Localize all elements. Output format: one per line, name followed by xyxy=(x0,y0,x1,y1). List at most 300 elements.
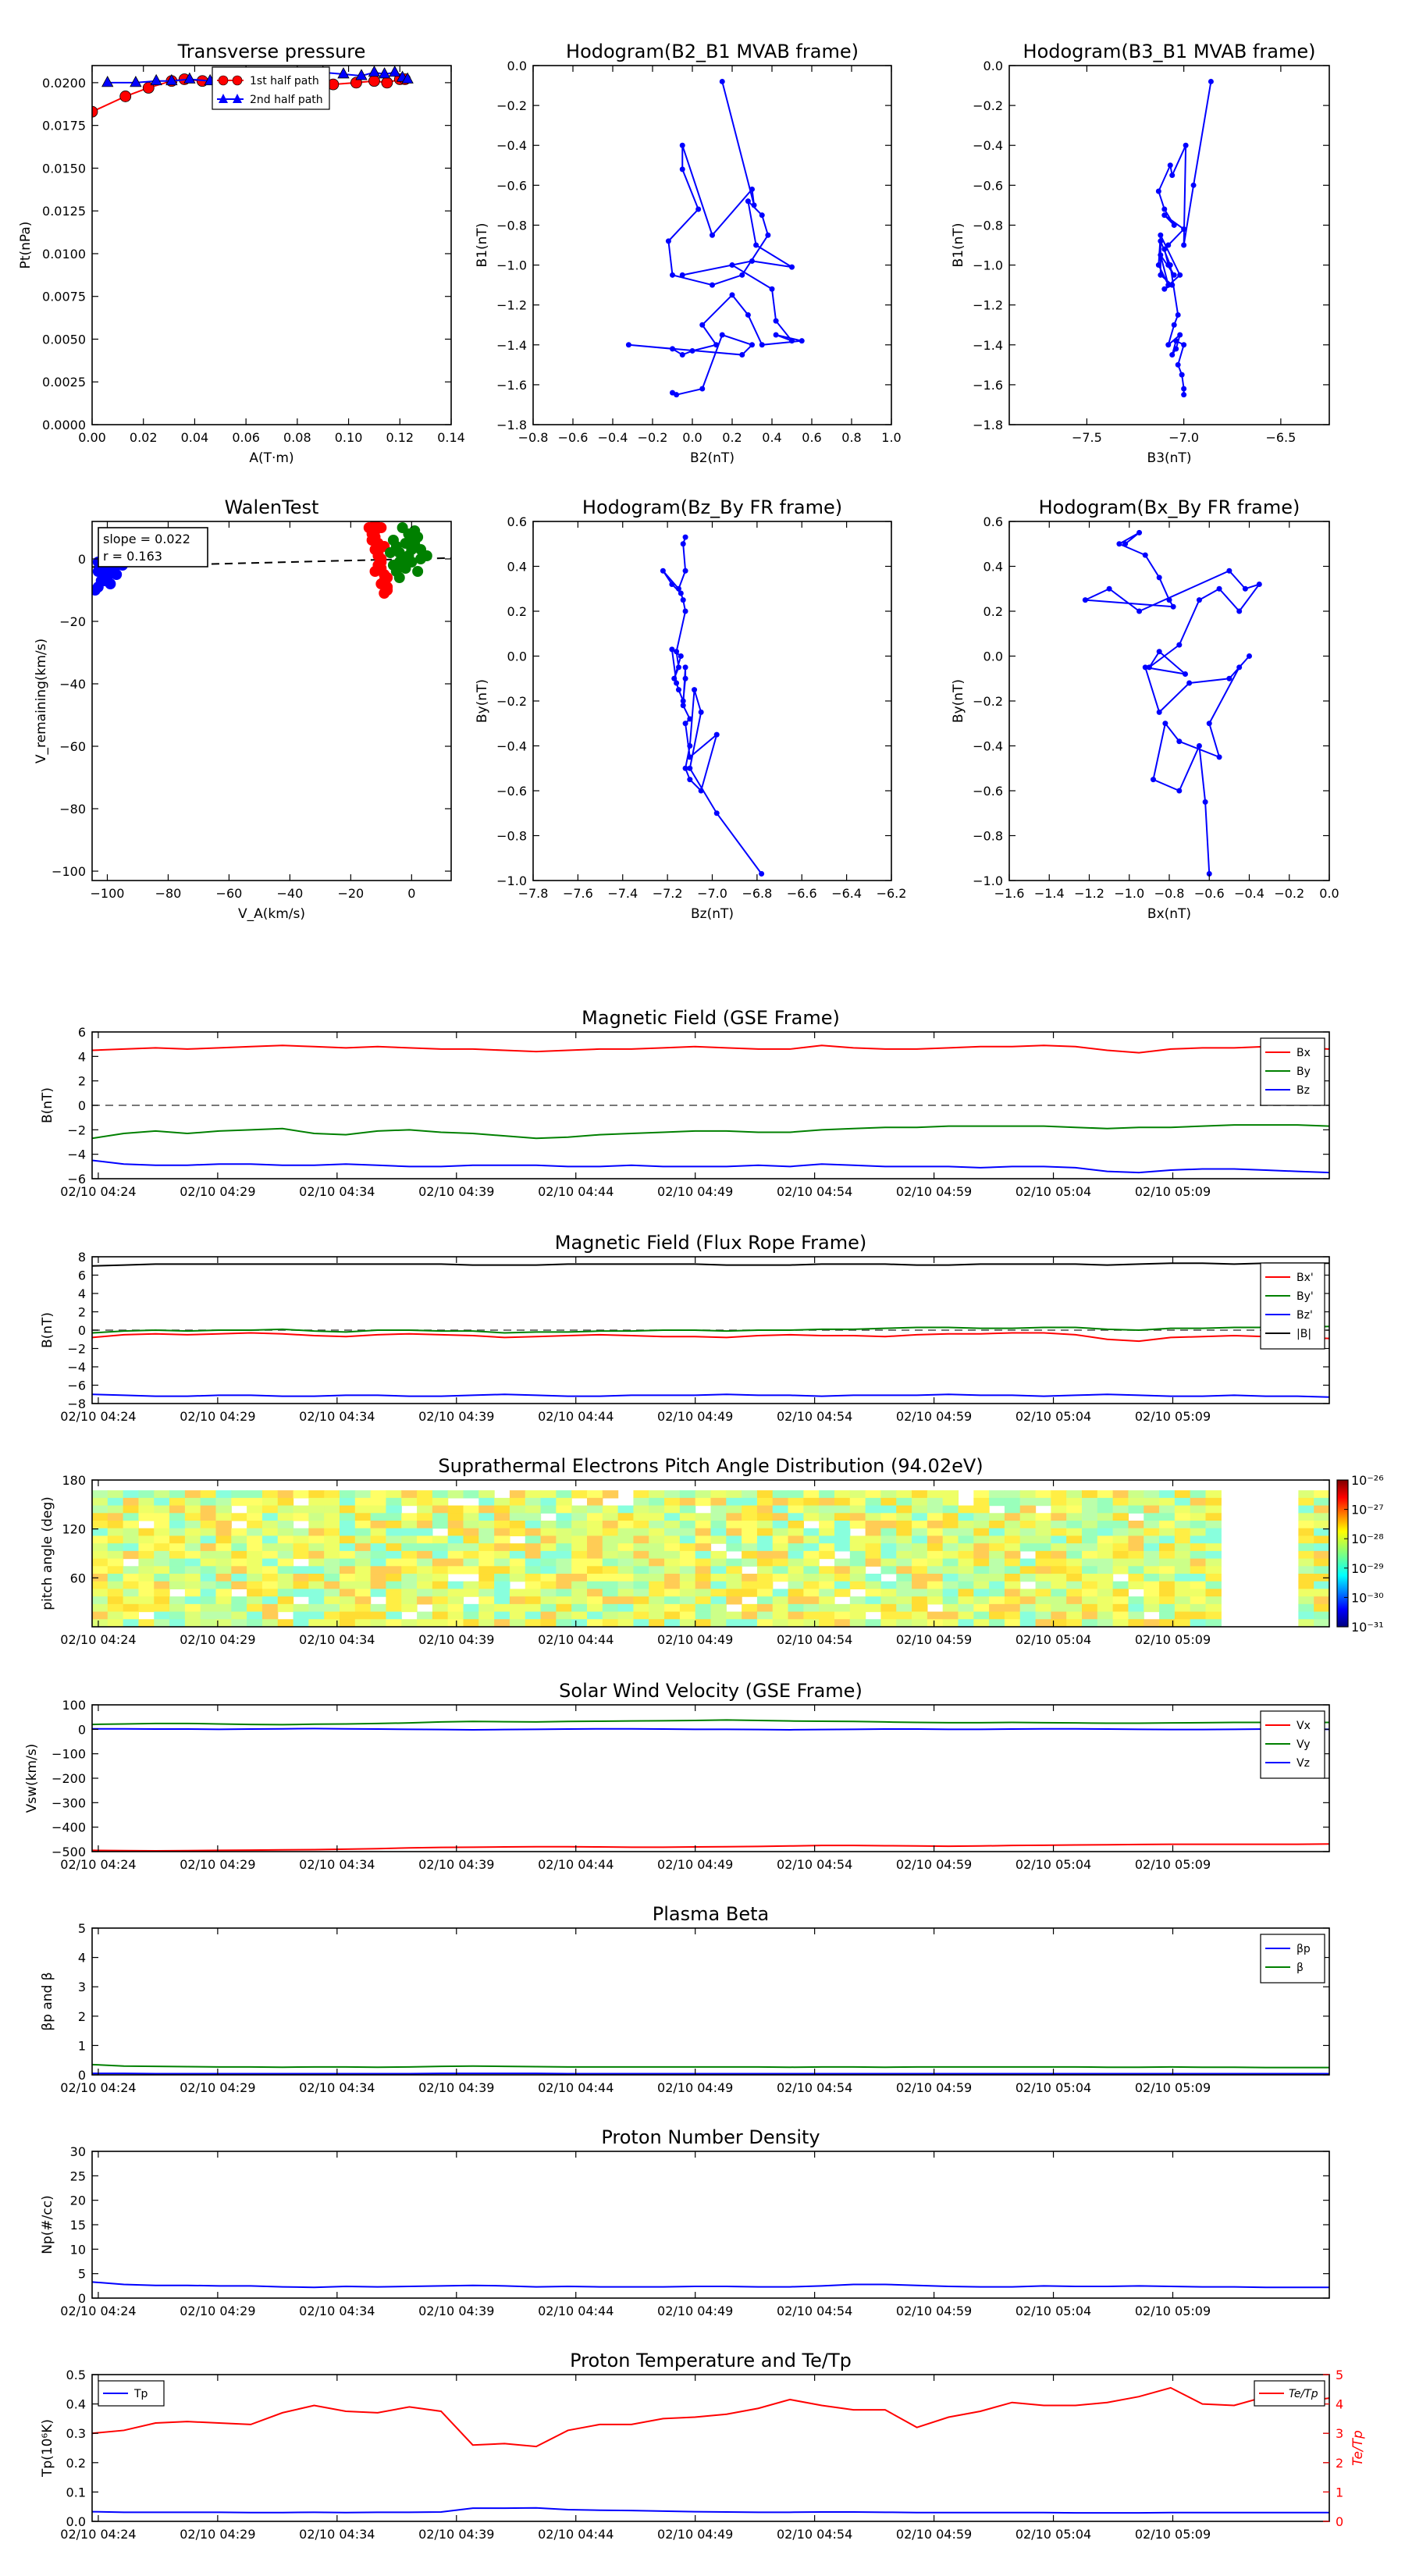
pad-cell xyxy=(695,1528,711,1536)
pad-cell xyxy=(154,1559,169,1567)
pad-cell xyxy=(1175,1535,1190,1543)
h4-point xyxy=(1143,553,1148,558)
pad-cell xyxy=(711,1604,727,1612)
pad-cell xyxy=(571,1535,587,1543)
h3-point xyxy=(669,646,674,652)
pad-cell xyxy=(943,1566,959,1574)
pad-cell xyxy=(788,1513,804,1521)
pad-cell xyxy=(355,1506,371,1514)
pad-cell xyxy=(525,1612,541,1620)
beta-xtick-label: 02/10 04:24 xyxy=(60,2080,137,2095)
pad-cell xyxy=(695,1498,711,1506)
pad-cell xyxy=(92,1589,108,1596)
pad-cell xyxy=(1066,1543,1082,1551)
pad-cell xyxy=(850,1596,866,1604)
pad-cell xyxy=(927,1559,943,1567)
pad-cell xyxy=(355,1551,371,1559)
walen-xtick-label: 0 xyxy=(407,886,416,901)
b_fr-xtick-label: 02/10 04:39 xyxy=(418,1409,495,1424)
pad-cell xyxy=(355,1596,371,1604)
pad-cell xyxy=(278,1574,293,1582)
pad-cell xyxy=(633,1543,649,1551)
pad-cell xyxy=(247,1490,262,1498)
pad-cell xyxy=(510,1551,525,1559)
pad-cell xyxy=(1066,1521,1082,1528)
b_gse-ytick-label: 6 xyxy=(77,1025,86,1040)
pad-cell xyxy=(464,1619,479,1627)
pad-cell xyxy=(1175,1521,1190,1528)
pad-cell xyxy=(680,1543,695,1551)
walen-ytick-label: −40 xyxy=(59,677,86,692)
pad-cell xyxy=(803,1582,819,1589)
pad-cell xyxy=(773,1604,788,1612)
pad-cell xyxy=(803,1528,819,1536)
pad-cell xyxy=(371,1604,386,1612)
pad-cell xyxy=(633,1582,649,1589)
pad-cell xyxy=(1298,1596,1314,1604)
pad-cell xyxy=(231,1612,247,1620)
h4-point xyxy=(1157,649,1162,654)
pad-cell xyxy=(108,1574,123,1582)
pt-ytick-label: 0.0000 xyxy=(42,418,86,432)
pad-cell xyxy=(943,1596,959,1604)
pad-cell xyxy=(649,1521,664,1528)
pad-cell xyxy=(1036,1612,1051,1620)
tp-xtick-label: 02/10 04:24 xyxy=(60,2527,137,2542)
pad-cell xyxy=(478,1528,494,1536)
pad-cell xyxy=(819,1528,834,1536)
pad-cell xyxy=(432,1589,448,1596)
pad-cell xyxy=(386,1551,401,1559)
pad-cell xyxy=(108,1506,123,1514)
pad-cell xyxy=(541,1528,557,1536)
pt-xtick-label: 0.14 xyxy=(437,430,465,445)
pad-cell xyxy=(138,1528,154,1536)
h1-point xyxy=(789,338,795,343)
pad-cell xyxy=(943,1589,959,1596)
pad-cell xyxy=(541,1596,557,1604)
tp-ytick-label: 0.0 xyxy=(66,2514,86,2529)
pad-cell xyxy=(1190,1490,1206,1498)
pad-cell xyxy=(649,1498,664,1506)
pad-cell xyxy=(959,1589,974,1596)
pad-cell xyxy=(1051,1543,1066,1551)
pad-cell xyxy=(324,1543,340,1551)
pad-cell xyxy=(525,1490,541,1498)
pad-cell xyxy=(695,1589,711,1596)
beta-xtick-label: 02/10 04:39 xyxy=(418,2080,495,2095)
walen-point xyxy=(90,585,101,596)
pad-cell xyxy=(216,1589,232,1596)
pad-cell xyxy=(927,1528,943,1536)
pad-cell xyxy=(880,1521,896,1528)
pad-cell xyxy=(355,1582,371,1589)
tp-legend-left xyxy=(98,2381,164,2406)
pad-cell xyxy=(386,1596,401,1604)
h1-point xyxy=(789,265,795,270)
tp-ytick-label: 0.1 xyxy=(66,2485,86,2500)
pad-cell xyxy=(973,1566,989,1574)
pad-cell xyxy=(541,1566,557,1574)
pad-cell xyxy=(154,1498,169,1506)
pad-cell xyxy=(819,1513,834,1521)
pad-cell xyxy=(1144,1589,1159,1596)
h2-point xyxy=(1168,262,1173,268)
pad-cell xyxy=(448,1589,464,1596)
pad-cell xyxy=(866,1528,881,1536)
h4-point xyxy=(1171,604,1176,610)
pad-cell xyxy=(340,1582,355,1589)
pad-cell xyxy=(478,1574,494,1582)
pad-cell xyxy=(773,1528,788,1536)
pad-cell xyxy=(138,1559,154,1567)
pad-cell xyxy=(603,1604,618,1612)
tp-ytick-right-label: 3 xyxy=(1336,2426,1344,2442)
pad-cell xyxy=(556,1513,571,1521)
tp-ytick-label: 0.2 xyxy=(66,2455,86,2471)
pad-cell xyxy=(819,1543,834,1551)
pad-cell xyxy=(571,1619,587,1627)
pad-cell xyxy=(1314,1559,1329,1567)
h1-point xyxy=(745,198,751,204)
h2-ytick-label: −1.6 xyxy=(973,377,1003,393)
pad-cell xyxy=(154,1535,169,1543)
pad-cell xyxy=(1144,1490,1159,1498)
pad-cell xyxy=(448,1521,464,1528)
pad-cell xyxy=(138,1582,154,1589)
pad-cell xyxy=(927,1521,943,1528)
pt-ylabel: Pt(nPa) xyxy=(18,221,34,269)
pad-cell xyxy=(664,1551,680,1559)
pad-cell xyxy=(169,1506,185,1514)
pad-cell xyxy=(866,1596,881,1604)
pad-cell xyxy=(711,1528,727,1536)
pad-cell xyxy=(912,1513,927,1521)
pad-cell xyxy=(541,1506,557,1514)
h3-panel xyxy=(475,496,906,922)
pad-cell xyxy=(880,1604,896,1612)
pad-cell xyxy=(1113,1612,1129,1620)
pad-cell xyxy=(989,1589,1005,1596)
pad-cell xyxy=(448,1535,464,1543)
pad-cell xyxy=(1082,1559,1097,1567)
pad-cell xyxy=(1314,1589,1329,1596)
pad-cell xyxy=(293,1604,309,1612)
h4-point xyxy=(1083,597,1088,603)
pad-cell xyxy=(216,1574,232,1582)
pad-cell xyxy=(618,1604,634,1612)
pt-xtick-label: 0.00 xyxy=(78,430,106,445)
h1-plot-frame xyxy=(533,66,891,425)
pad-cell xyxy=(324,1566,340,1574)
tp-legend-right xyxy=(1254,2381,1325,2406)
pad-cell xyxy=(1020,1506,1036,1514)
pad-cell xyxy=(726,1582,742,1589)
pad-cell xyxy=(478,1559,494,1567)
pad-cell xyxy=(834,1559,850,1567)
pad-cell xyxy=(494,1612,510,1620)
pad-cell xyxy=(494,1528,510,1536)
vsw-plot-frame xyxy=(92,1705,1329,1852)
pad-cell xyxy=(138,1596,154,1604)
pad-cell xyxy=(108,1528,123,1536)
pad-cell xyxy=(464,1604,479,1612)
pad-cell xyxy=(726,1535,742,1543)
pad-cell xyxy=(1190,1619,1206,1627)
pad-cell xyxy=(1082,1535,1097,1543)
pad-cell xyxy=(757,1559,773,1567)
pad-cell xyxy=(169,1535,185,1543)
h3-xlabel: Bz(nT) xyxy=(690,906,735,922)
b_gse-series-line xyxy=(92,1125,1329,1138)
pad-cell xyxy=(371,1543,386,1551)
pad-cell xyxy=(293,1490,309,1498)
pt-legend-label: 2nd half path xyxy=(250,94,323,106)
pad-cell xyxy=(1066,1506,1082,1514)
h3-point xyxy=(681,541,686,546)
pad-cell xyxy=(959,1612,974,1620)
pad-cell xyxy=(1005,1551,1020,1559)
h4-point xyxy=(1167,597,1172,603)
pad-cell xyxy=(216,1582,232,1589)
pad-cell xyxy=(1097,1559,1113,1567)
pad-cell xyxy=(711,1582,727,1589)
pad-cell xyxy=(943,1543,959,1551)
pad-cell xyxy=(1190,1574,1206,1582)
pad-cell xyxy=(1020,1521,1036,1528)
pad-cell xyxy=(417,1490,432,1498)
h4-ytick-label: −0.8 xyxy=(973,828,1003,844)
pad-cell xyxy=(1036,1589,1051,1596)
np-panel xyxy=(40,2126,1329,2318)
pad-cell xyxy=(742,1604,757,1612)
tp-xtick-label: 02/10 05:04 xyxy=(1015,2527,1092,2542)
h4-point xyxy=(1217,586,1222,592)
pad-cell xyxy=(448,1612,464,1620)
pad-cell xyxy=(695,1551,711,1559)
pad-cell xyxy=(1005,1582,1020,1589)
pad-cell xyxy=(912,1551,927,1559)
h1-point xyxy=(770,286,775,292)
pad-cell xyxy=(618,1574,634,1582)
h1-point xyxy=(680,352,685,358)
h4-ytick-label: 0.0 xyxy=(983,649,1003,664)
pad-cell xyxy=(664,1506,680,1514)
pad-cell xyxy=(169,1566,185,1574)
b_fr-ytick-label: 2 xyxy=(77,1304,86,1320)
pad-cell xyxy=(262,1551,278,1559)
pad-cell xyxy=(973,1506,989,1514)
tp-xtick-label: 02/10 04:59 xyxy=(895,2527,973,2542)
pad-cell xyxy=(541,1582,557,1589)
pad-cell xyxy=(1005,1604,1020,1612)
beta-title: Plasma Beta xyxy=(652,1903,770,1925)
np-xtick-label: 02/10 04:34 xyxy=(299,2304,375,2318)
beta-ytick-label: 4 xyxy=(77,1950,86,1966)
h2-title: Hodogram(B3_B1 MVAB frame) xyxy=(1023,41,1316,62)
pad-cell xyxy=(371,1521,386,1528)
pad-cell xyxy=(417,1559,432,1567)
walen-xtick-label: −60 xyxy=(215,886,243,901)
h3-point xyxy=(676,664,681,670)
pad-cell xyxy=(278,1490,293,1498)
pad-cell xyxy=(1144,1619,1159,1627)
beta-ytick-label: 2 xyxy=(77,2008,86,2024)
pad-cell xyxy=(633,1574,649,1582)
pad-cell xyxy=(726,1498,742,1506)
pad-cell xyxy=(1020,1559,1036,1567)
pad-cell xyxy=(386,1589,401,1596)
pad-cell xyxy=(308,1596,324,1604)
pad-cell xyxy=(880,1566,896,1574)
pad-cell xyxy=(525,1506,541,1514)
h4-ylabel: By(nT) xyxy=(951,678,966,724)
pad-cell xyxy=(927,1513,943,1521)
h4-ytick-label: −0.2 xyxy=(973,694,1003,709)
pad-cell xyxy=(92,1582,108,1589)
pad-cell xyxy=(649,1513,664,1521)
pad-cell xyxy=(556,1528,571,1536)
pad-cell xyxy=(216,1604,232,1612)
b_fr-ylabel: B(nT) xyxy=(40,1311,55,1349)
pad-cell xyxy=(494,1521,510,1528)
pad-cell xyxy=(308,1543,324,1551)
pad-cell xyxy=(1113,1559,1129,1567)
h4-point xyxy=(1107,586,1112,592)
pad-cell xyxy=(633,1521,649,1528)
pad-cell xyxy=(726,1596,742,1604)
pad-cell xyxy=(1128,1559,1144,1567)
pad-cell xyxy=(943,1551,959,1559)
h2-point xyxy=(1173,338,1179,343)
pad-cell xyxy=(262,1596,278,1604)
pad-cell xyxy=(711,1490,727,1498)
np-xtick-label: 02/10 04:29 xyxy=(180,2304,256,2318)
pad-cell xyxy=(664,1498,680,1506)
pad-cell xyxy=(850,1535,866,1543)
pt-legend-marker xyxy=(219,76,228,85)
h1-point xyxy=(680,166,685,172)
pad-cell xyxy=(1020,1535,1036,1543)
pad-cell xyxy=(464,1612,479,1620)
pad-cell xyxy=(1020,1528,1036,1536)
pad-cell xyxy=(1113,1604,1129,1612)
pad-cell xyxy=(401,1619,417,1627)
pad-cell xyxy=(92,1551,108,1559)
np-ytick-label: 15 xyxy=(69,2218,86,2233)
pad-cell xyxy=(417,1498,432,1506)
pad-cell xyxy=(123,1543,139,1551)
pad-cell xyxy=(417,1619,432,1627)
pad-cell xyxy=(1206,1528,1222,1536)
pad-cell xyxy=(880,1490,896,1498)
pad-cell xyxy=(401,1543,417,1551)
pad-cell xyxy=(154,1490,169,1498)
pad-cell xyxy=(355,1490,371,1498)
pad-cell xyxy=(973,1589,989,1596)
pad-cell xyxy=(308,1559,324,1567)
pad-cell xyxy=(1206,1535,1222,1543)
walen-ytick-label: 0 xyxy=(77,552,86,567)
pad-cell xyxy=(417,1574,432,1582)
b_fr-legend-label: By' xyxy=(1297,1290,1314,1303)
pad-cell xyxy=(1314,1619,1329,1627)
pad-cell xyxy=(742,1543,757,1551)
pt-legend-label: 1st half path xyxy=(250,75,319,87)
pad-cell xyxy=(571,1490,587,1498)
pad-cell xyxy=(308,1582,324,1589)
np-xtick-label: 02/10 04:44 xyxy=(538,2304,614,2318)
pad-cell xyxy=(324,1582,340,1589)
pad-cell xyxy=(896,1566,912,1574)
pad-cell xyxy=(1020,1596,1036,1604)
pad-cell xyxy=(448,1566,464,1574)
pad-cell xyxy=(1190,1535,1206,1543)
pad-cell xyxy=(1175,1506,1190,1514)
pad-cell xyxy=(959,1596,974,1604)
pad-cell xyxy=(1190,1559,1206,1567)
pad-cell xyxy=(680,1566,695,1574)
pad-cell xyxy=(896,1506,912,1514)
pad-cell xyxy=(1298,1604,1314,1612)
pad-cell xyxy=(726,1566,742,1574)
h4-point xyxy=(1236,609,1242,614)
pad-cell xyxy=(1036,1619,1051,1627)
h2-point xyxy=(1176,362,1181,368)
pad-cell xyxy=(587,1604,603,1612)
pad-cell xyxy=(108,1619,123,1627)
pt-point xyxy=(151,75,162,85)
pad-cell xyxy=(773,1566,788,1574)
pad-cell xyxy=(169,1521,185,1528)
pad-cell xyxy=(169,1490,185,1498)
pad-cell xyxy=(866,1551,881,1559)
pad-cell xyxy=(803,1589,819,1596)
pad-cell xyxy=(1051,1490,1066,1498)
pad-cell xyxy=(571,1604,587,1612)
h3-point xyxy=(714,810,720,816)
pad-cell xyxy=(201,1612,216,1620)
pad-cell xyxy=(850,1612,866,1620)
pad-cell xyxy=(664,1528,680,1536)
pad-cell xyxy=(525,1551,541,1559)
pad-cell xyxy=(386,1582,401,1589)
h4-title: Hodogram(Bx_By FR frame) xyxy=(1038,496,1300,518)
pad-cell xyxy=(618,1589,634,1596)
b_gse-xtick-label: 02/10 04:59 xyxy=(895,1184,973,1199)
pad-cell xyxy=(1066,1589,1082,1596)
pad-cell xyxy=(943,1528,959,1536)
pad-cell xyxy=(355,1566,371,1574)
h3-point xyxy=(674,681,679,686)
pad-cell xyxy=(1082,1596,1097,1604)
pad-cell xyxy=(943,1574,959,1582)
pad-cell xyxy=(201,1582,216,1589)
h4-plot-frame xyxy=(1009,521,1329,881)
pad-cell xyxy=(1128,1596,1144,1604)
pad-cell xyxy=(695,1490,711,1498)
pad-cell xyxy=(973,1612,989,1620)
pad-cell xyxy=(664,1582,680,1589)
pad-cell xyxy=(1097,1619,1113,1627)
pad-cell xyxy=(1314,1535,1329,1543)
pad-cell xyxy=(1082,1604,1097,1612)
pad-cell xyxy=(618,1543,634,1551)
pad-cell xyxy=(603,1612,618,1620)
vsw-ytick-label: 0 xyxy=(77,1722,86,1738)
np-xtick-label: 02/10 04:24 xyxy=(60,2304,137,2318)
pad-cell xyxy=(278,1521,293,1528)
